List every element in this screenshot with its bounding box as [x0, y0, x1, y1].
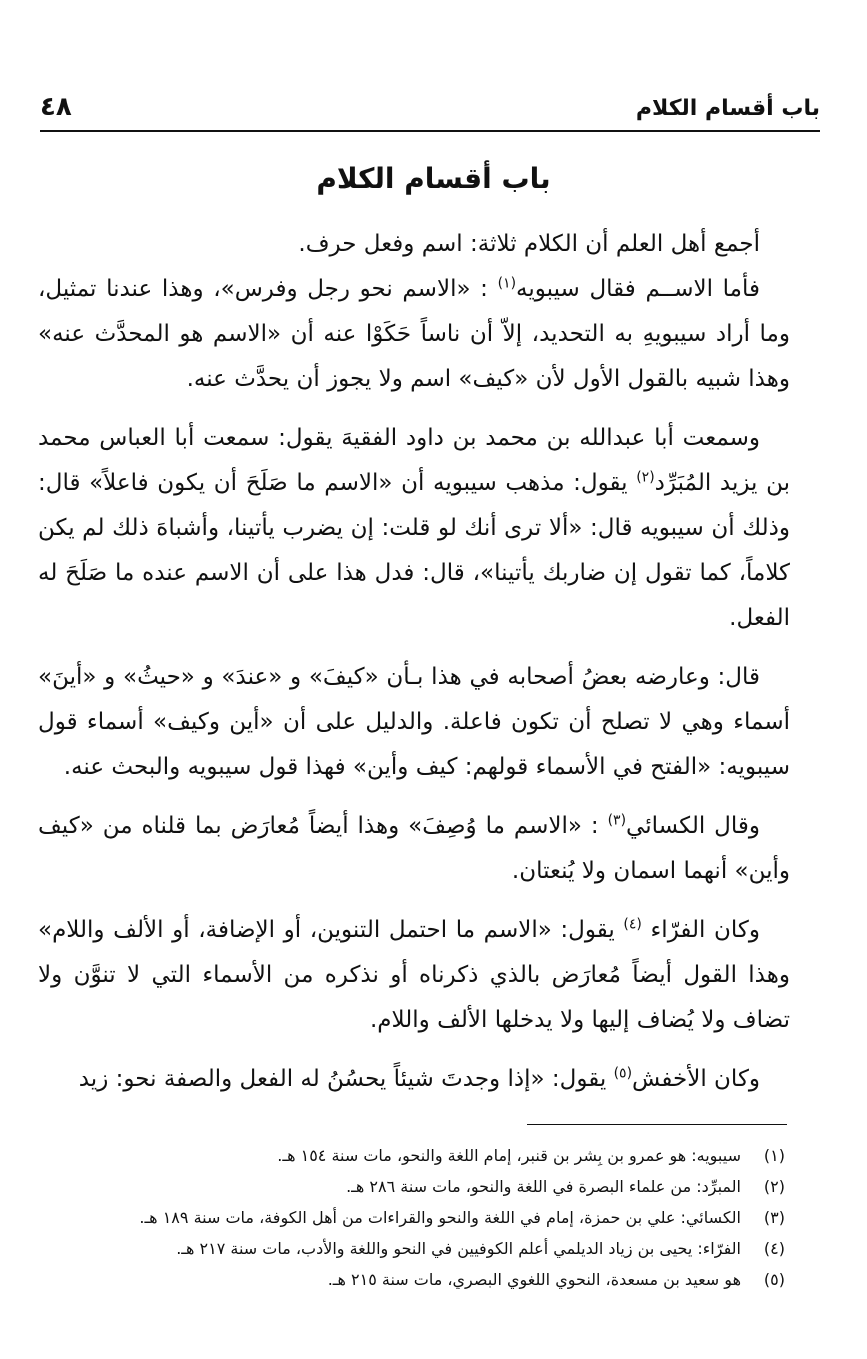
- footnote-number: (٥): [763, 1270, 785, 1289]
- body-text: [38, 222, 790, 1116]
- running-header: [40, 92, 820, 132]
- footnote-ref: (٥): [613, 1065, 633, 1082]
- footnote-divider: [527, 1124, 787, 1125]
- footnote: [40, 1171, 785, 1202]
- running-title: باب أقسام الكلام: [635, 96, 820, 121]
- footnote-number: (٤): [763, 1239, 785, 1258]
- chapter-title: باب أقسام الكلام: [316, 162, 551, 195]
- paragraph: وقال الكسائي$^{(٣)}$ : «الاسم ما وُصِفَ» وهذا أيضاً مُعارَض بما قلناه من «كيف وأين» أنهما اسمان ولا يُنعتان.: [38, 812, 790, 884]
- footnote-text: المبرِّد: من علماء البصرة في اللغة والنحو، مات سنة ٢٨٦ هـ.: [346, 1177, 741, 1196]
- paragraph: وسمعت أبا عبدالله بن محمد بن داود الفقيهَ يقول: سمعت أبا العباس محمد بن يزيد المُبَرِّد$^{(٢)}$ يقول: مذهب سيبويه أن «الاسم ما صَلَحَ أن يكون فاعلاً» قال: وذلك أن سيبويه قال: «ألا ترى أنك لو قلت: إن يضرب يأتينا، وأشباهَ ذلك لم يكن كلاماً، كما تقول إن ضاربك يأتينا»، قال: فدل هذا على أن الاسم عنده ما صَلَحَ له الفعل.: [38, 425, 790, 631]
- footnote-text: هو سعيد بن مسعدة، النحوي اللغوي البصري، مات سنة ٢١٥ هـ.: [327, 1270, 741, 1289]
- footnotes: [40, 1140, 785, 1295]
- footnote-text: سيبويه: هو عمرو بن بِشر بن قنبر، إمام اللغة والنحو، مات سنة ١٥٤ هـ.: [277, 1146, 741, 1165]
- footnote-text: الفرّاء: يحيى بن زياد الديلمي أعلم الكوفيين في النحو واللغة والأدب، مات سنة ٢١٧ هـ.: [176, 1239, 741, 1258]
- footnote: [40, 1264, 785, 1295]
- footnote-number: (١): [763, 1146, 785, 1165]
- paragraph: فأما الاســم فقال سيبويه$^{(١)}$ : «الاسم نحو رجل وفرس»، وهذا عندنا تمثيل، وما أراد سيبويهِ به التحديد، إلاّ أن ناساً حَكَوْا عنه أن «الاسم هو المحدَّث عنه» وهذا شبيه بالقول الأول لأن «كيف» اسم ولا يجوز أن يحدَّث عنه.: [38, 275, 790, 392]
- page-number: ٤٨: [40, 92, 72, 122]
- footnote-ref: (٢): [636, 469, 655, 486]
- footnote: [40, 1202, 785, 1233]
- paragraph: قال: وعارضه بعضُ أصحابه في هذا بـأن «كيفَ» و «عندَ» و «حيثُ» و «أينَ» أسماء وهي لا تصلح أن تكون فاعلة. والدليل على أن «أين وكيف» أسماء قول سيبويه: «الفتح في الأسماء قولهم: كيف وأين» فهذا قول سيبويه والبحث عنه.: [38, 664, 790, 780]
- footnote-ref: (٤): [623, 916, 642, 933]
- paragraph: وكان الفرّاء $^{(٤)}$ يقول: «الاسم ما احتمل التنوين، أو الإضافة، أو الألف واللام» وهذا القول أيضاً مُعارَض بالذي ذكرناه أو نذكره من الأسماء التي لا تنوَّن ولا تضاف ولا يُضاف إليها ولا يدخلها الألف واللام.: [38, 916, 790, 1033]
- footnote-ref: (١): [497, 275, 517, 292]
- footnote-text: الكسائي: علي بن حمزة، إمام في اللغة والنحو والقراءات من أهل الكوفة، مات سنة ١٨٩ هـ.: [139, 1208, 741, 1227]
- paragraph: أجمع أهل العلم أن الكلام ثلاثة: اسم وفعل حرف.: [298, 231, 760, 257]
- footnote-number: (٣): [763, 1208, 785, 1227]
- footnote-ref: (٣): [607, 812, 627, 829]
- footnote: [40, 1233, 785, 1264]
- footnote: [40, 1140, 785, 1171]
- paragraph: وكان الأخفش$^{(٥)}$ يقول: «إذا وجدتَ شيئاً يحسُنُ له الفعل والصفة نحو: زيد: [78, 1065, 760, 1092]
- footnote-number: (٢): [763, 1177, 785, 1196]
